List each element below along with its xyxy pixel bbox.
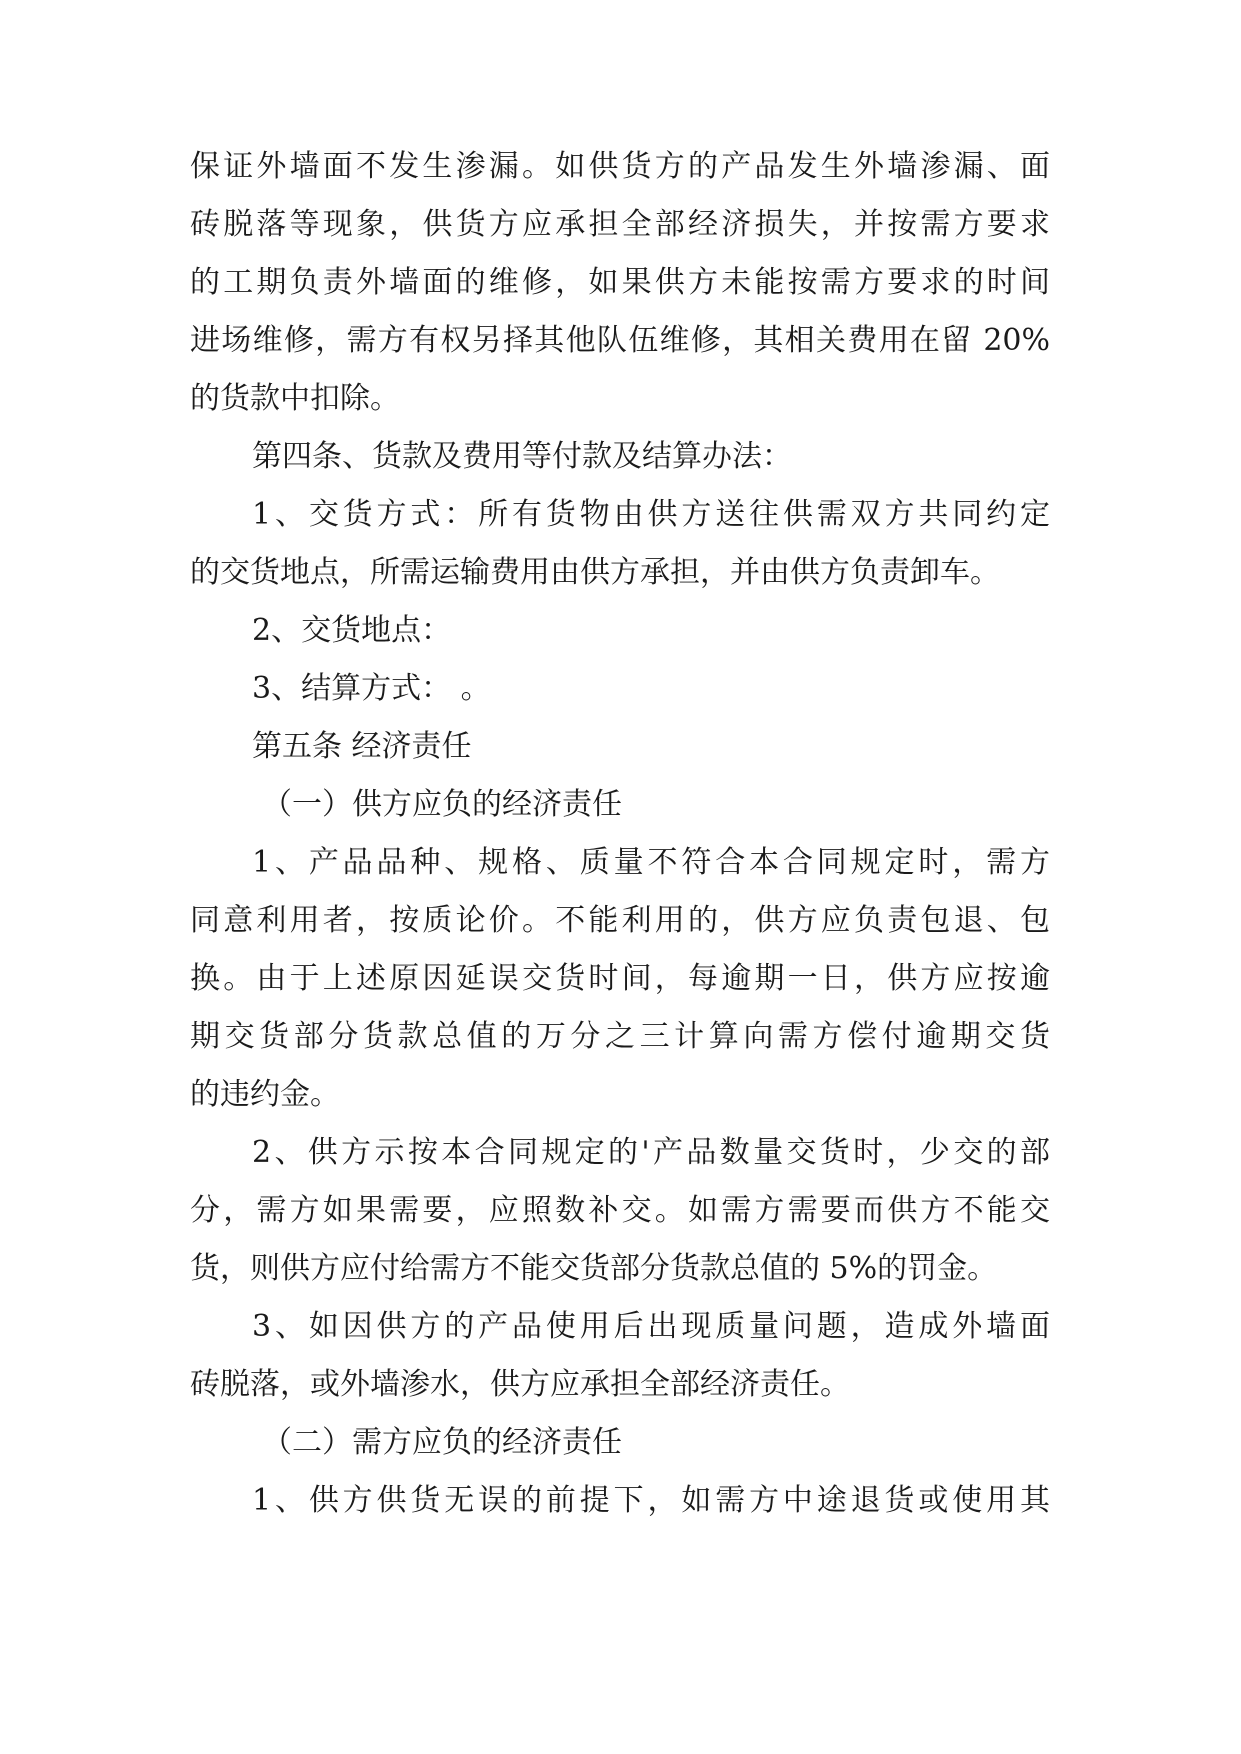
paragraph-line: 2、供方示按本合同规定的'产品数量交货时，少交的部: [252, 1135, 1050, 1170]
paragraph-line: 期交货部分货款总值的万分之三计算向需方偿付逾期交货: [190, 1019, 1050, 1054]
paragraph-line: 1、供方供货无误的前提下，如需方中途退货或使用其: [252, 1483, 1050, 1518]
section-heading: 第五条 经济责任: [252, 729, 472, 764]
paragraph-line: 砖脱落，或外墙渗水，供方应承担全部经济责任。: [190, 1367, 850, 1402]
paragraph-line: 的交货地点，所需运输费用由供方承担，并由供方负责卸车。: [190, 555, 1000, 590]
subsection-heading: （二）需方应负的经济责任: [262, 1425, 622, 1460]
paragraph-line: 1、交货方式：所有货物由供方送往供需双方共同约定: [252, 497, 1050, 532]
paragraph-line: 保证外墙面不发生渗漏。如供货方的产品发生外墙渗漏、面: [190, 149, 1050, 184]
paragraph-line: 进场维修，需方有权另择其他队伍维修，其相关费用在留 20%: [190, 323, 1050, 358]
section-heading: 第四条、货款及费用等付款及结算办法：: [252, 439, 792, 474]
paragraph-line: 砖脱落等现象，供货方应承担全部经济损失，并按需方要求: [190, 207, 1050, 242]
paragraph-line: 1、产品品种、规格、质量不符合本合同规定时，需方: [252, 845, 1050, 880]
paragraph-line: 的货款中扣除。: [190, 381, 400, 416]
paragraph-line: 分，需方如果需要，应照数补交。如需方需要而供方不能交: [190, 1193, 1050, 1228]
paragraph-line: 的工期负责外墙面的维修，如果供方未能按需方要求的时间: [190, 265, 1050, 300]
subsection-heading: （一）供方应负的经济责任: [262, 787, 622, 822]
paragraph-line: 3、如因供方的产品使用后出现质量问题，造成外墙面: [252, 1309, 1050, 1344]
paragraph-line: 货，则供方应付给需方不能交货部分货款总值的 5%的罚金。: [190, 1251, 998, 1286]
paragraph-line: 3、结算方式： 。: [252, 671, 491, 706]
paragraph-line: 2、交货地点：: [252, 613, 452, 648]
paragraph-line: 同意利用者，按质论价。不能利用的，供方应负责包退、包: [190, 903, 1050, 938]
paragraph-line: 换。由于上述原因延误交货时间，每逾期一日，供方应按逾: [190, 961, 1050, 996]
paragraph-line: 的违约金。: [190, 1077, 340, 1112]
